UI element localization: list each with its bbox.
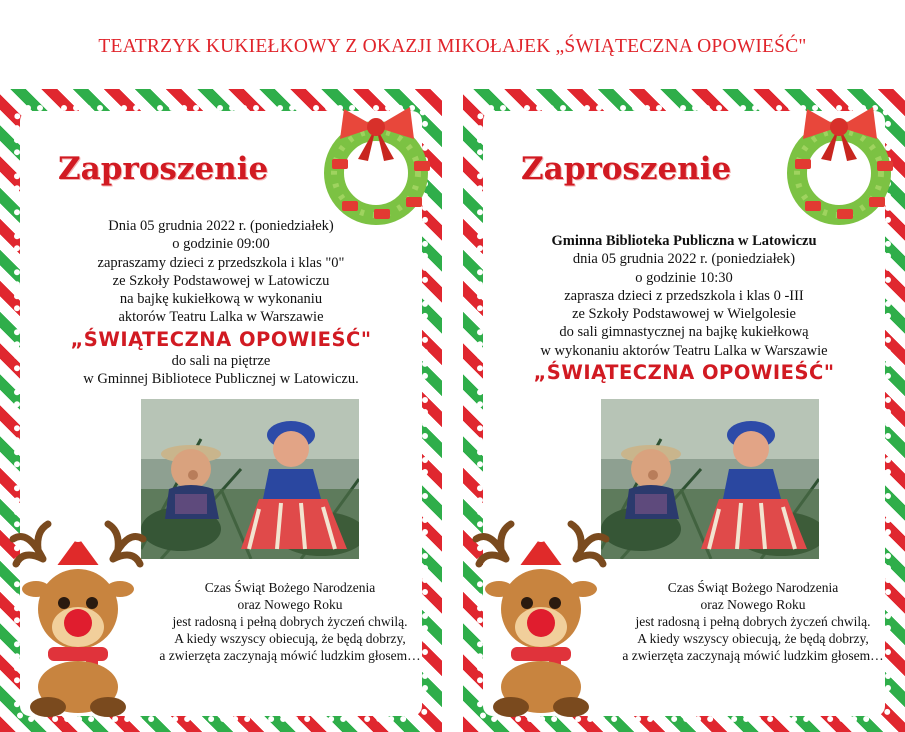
invitation-card-left: [0, 89, 442, 732]
invitation-text: [483, 232, 885, 385]
closing-line: oraz Nowego Roku: [237, 597, 343, 612]
invite-line: o godzinie 10:30: [635, 269, 733, 286]
invite-line: w Gminnej Bibliotece Publicznej w Latowiczu.: [83, 371, 359, 388]
puppets-photo: [141, 399, 359, 559]
closing-text: [613, 579, 893, 664]
closing-line: Czas Świąt Bożego Narodzenia: [667, 580, 839, 595]
closing-line: A kiedy wszyscy obiecują, że będą dobrzy,: [637, 631, 869, 646]
closing-line: jest radosną i pełną dobrych życzeń chwilą.: [635, 614, 871, 629]
heading-zaproszenie: Zaproszenie: [58, 151, 269, 187]
closing-line: A kiedy wszyscy obiecują, że będą dobrzy,: [174, 631, 406, 646]
heading-zaproszenie: Zaproszenie: [521, 151, 732, 187]
christmas-wreath-icon: [781, 97, 903, 227]
story-title: „ŚWIĄTECZNA OPOWIEŚĆ": [533, 361, 835, 385]
invite-line: Dnia 05 grudnia 2022 r. (poniedziałek): [108, 218, 334, 234]
invite-line: dnia 05 grudnia 2022 r. (poniedziałek): [572, 251, 796, 268]
invite-line: ze Szkoły Podstawowej w Wielgolesie: [572, 306, 796, 323]
page-title: TEATRZYK KUKIEŁKOWY Z OKAZJI MIKOŁAJEK „ŚWIĄTECZNA OPOWIEŚĆ": [98, 36, 807, 57]
puppets-photo: [601, 399, 819, 559]
christmas-wreath-icon: [318, 97, 440, 227]
closing-line: a zwierzęta zaczynają mówić ludzkim głosem…: [159, 648, 421, 663]
reindeer-icon: [471, 519, 621, 719]
closing-line: a zwierzęta zaczynają mówić ludzkim głosem…: [622, 648, 884, 663]
invitation-text: [20, 217, 422, 388]
closing-line: oraz Nowego Roku: [700, 597, 806, 612]
invitation-card-right: [463, 89, 905, 732]
invite-line: zapraszamy dzieci z przedszkola i klas "0": [97, 254, 345, 271]
story-title: „ŚWIĄTECZNA OPOWIEŚĆ": [70, 327, 372, 351]
closing-line: jest radosną i pełną dobrych życzeń chwilą.: [172, 614, 408, 629]
invite-line: do sali na piętrze: [171, 352, 271, 369]
reindeer-icon: [8, 519, 158, 719]
invite-line: do sali gimnastycznej na bajkę kukiełkową: [559, 324, 809, 341]
invite-line: zaprasza dzieci z przedszkola i klas 0 -III: [564, 287, 804, 304]
invite-line: aktorów Teatru Lalka w Warszawie: [118, 309, 324, 326]
invite-line: o godzinie 09:00: [172, 236, 270, 253]
invite-line: na bajkę kukiełkową w wykonaniu: [119, 291, 323, 308]
invite-line: w wykonaniu aktorów Teatru Lalka w Warszawie: [540, 342, 828, 359]
organizer-name: Gminna Biblioteka Publiczna w Latowiczu: [551, 233, 817, 249]
closing-line: Czas Świąt Bożego Narodzenia: [204, 580, 376, 595]
closing-text: [150, 579, 430, 664]
invite-line: ze Szkoły Podstawowej w Latowiczu: [112, 272, 330, 289]
